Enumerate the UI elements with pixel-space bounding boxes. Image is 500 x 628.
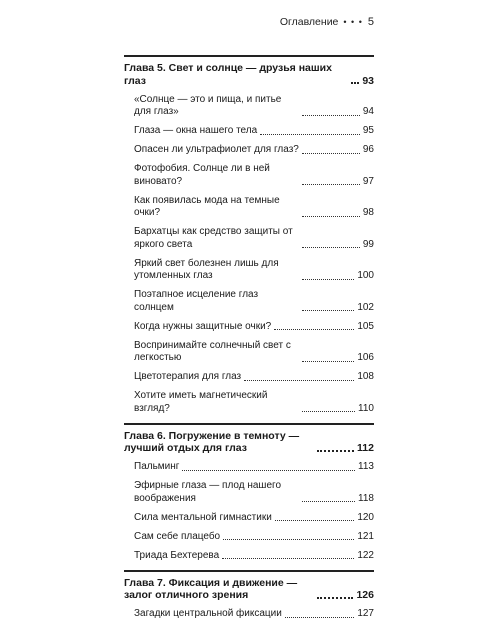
entry-title: Как появилась мода на темные очки? [134,195,299,220]
entry-title: Сам себе плацебо [134,531,220,544]
entry-page: 97 [363,176,374,189]
entry-page: 106 [357,352,374,365]
running-header [280,16,374,28]
entry-title: «Солнце — это и пища, и питье для глаз» [134,94,299,119]
entry-title: Поэтапное исцеление глаз солнцем [134,289,299,314]
dot-leader [302,184,360,185]
dot-leader [317,450,354,452]
dot-leader [302,361,354,362]
chapter-block [124,425,374,570]
entry-page: 122 [357,550,374,563]
toc-entry[interactable] [124,195,374,220]
entry-page: 105 [357,321,374,334]
chapter-block [124,57,374,423]
dot-leader [244,380,354,381]
toc-entry[interactable] [124,340,374,365]
toc-entry[interactable] [124,125,374,138]
chapter-title: Глава 5. Свет и солнце — друзья наших глаз [124,62,348,87]
dot-leader [317,597,353,599]
toc-entry[interactable] [124,461,374,474]
toc-entry[interactable] [124,163,374,188]
dot-leader [223,539,354,540]
entry-title: Опасен ли ультрафиолет для глаз? [134,144,299,157]
dot-leader [182,470,355,471]
entry-page: 94 [363,106,374,119]
entry-title: Триада Бехтерева [134,550,219,563]
entry-title: Когда нужны защитные очки? [134,321,271,334]
toc-entry[interactable] [124,550,374,563]
chapter-heading[interactable] [124,430,374,455]
dot-leader [260,134,360,135]
dot-leader [302,279,354,280]
toc-entry[interactable] [124,226,374,251]
entry-page: 110 [358,403,374,416]
chapter-title: Глава 6. Погружение в темноту — лучший отдых для глаз [124,430,314,455]
entry-page: 118 [358,493,374,506]
toc-entry[interactable] [124,512,374,525]
entry-title: Хотите иметь магнетический взгляд? [134,390,299,415]
toc-entry[interactable] [124,94,374,119]
toc-entry[interactable] [124,289,374,314]
chapter-block [124,572,374,628]
entry-page: 127 [357,608,374,621]
entry-page: 113 [358,461,374,474]
entry-title: Фотофобия. Солнце ли в ней виновато? [134,163,299,188]
chapter-page: 126 [356,589,374,602]
dot-leader [302,310,354,311]
dot-leader [222,558,354,559]
toc-entry[interactable] [124,258,374,283]
entry-title: Эфирные глаза — плод нашего воображения [134,480,299,505]
dot-leader [302,247,360,248]
entry-title: Сила ментальной гимнастики [134,512,272,525]
entry-page: 120 [357,512,374,525]
entry-page: 108 [357,371,374,384]
chapter-heading[interactable] [124,62,374,87]
entry-page: 99 [363,239,374,252]
dot-leader [302,153,360,154]
chapter-page: 112 [357,442,374,455]
chapter-title: Глава 7. Фиксация и движение — залог отличного зрения [124,577,314,602]
entry-title: Цветотерапия для глаз [134,371,241,384]
entry-page: 96 [363,144,374,157]
dot-leader [285,617,354,618]
toc-entry[interactable] [124,480,374,505]
toc-entry[interactable] [124,390,374,415]
entry-page: 98 [363,207,374,220]
toc-entry[interactable] [124,608,374,621]
toc-entry[interactable] [124,371,374,384]
entry-page: 95 [363,125,374,138]
entry-title: Загадки центральной фиксации [134,608,282,621]
entry-title: Яркий свет болезнен лишь для утомленных глаз [134,258,299,283]
chapter-heading[interactable] [124,577,374,602]
entry-title: Глаза — окна нашего тела [134,125,257,138]
dot-leader [302,115,360,116]
page-number: 5 [368,16,374,28]
entry-page: 100 [357,270,374,283]
dot-leader [351,82,359,84]
dot-leader [275,520,355,521]
table-of-contents [124,55,374,628]
dot-leader [302,501,355,502]
entry-page: 121 [357,531,374,544]
entry-title: Бархатцы как средство защиты от яркого света [134,226,299,251]
dot-leader [274,329,354,330]
section-title: Оглавление [280,16,339,28]
dot-leader [302,411,355,412]
entry-title: Воспринимайте солнечный свет с легкостью [134,340,299,365]
entry-page: 102 [357,302,374,315]
header-dots: • • • [343,17,362,27]
toc-entry[interactable] [124,321,374,334]
entry-title: Пальминг [134,461,179,474]
dot-leader [302,216,360,217]
toc-entry[interactable] [124,531,374,544]
chapter-page: 93 [362,75,374,88]
toc-entry[interactable] [124,144,374,157]
